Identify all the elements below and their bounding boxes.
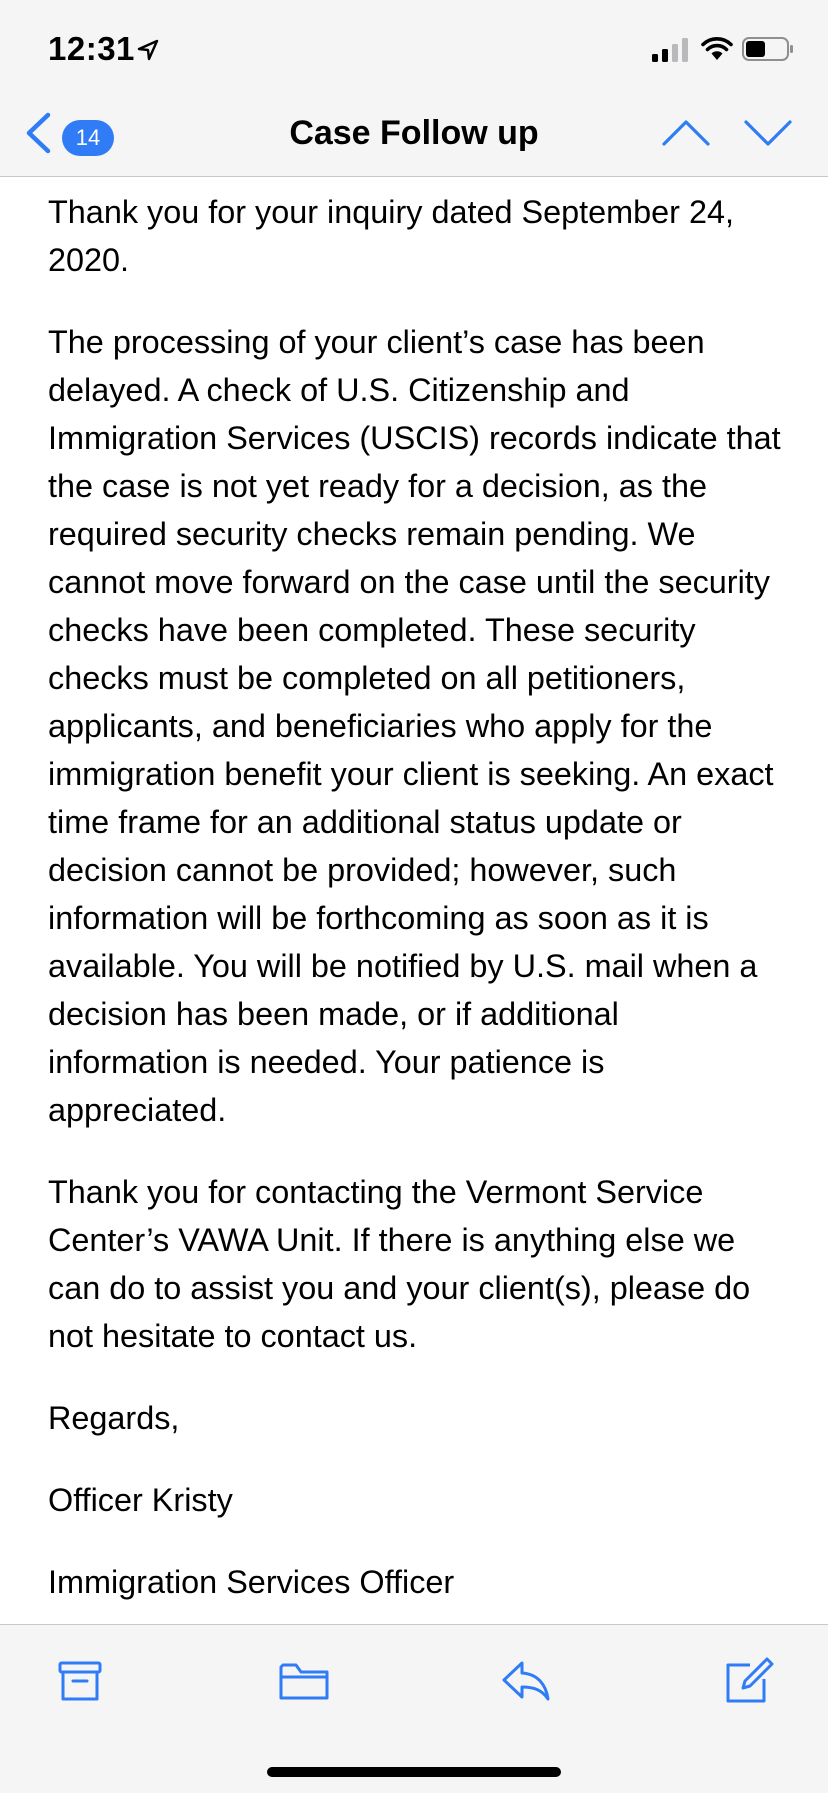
status-time: 12:31 (48, 30, 135, 67)
home-indicator[interactable] (267, 1767, 561, 1777)
bottom-toolbar (0, 1624, 828, 1793)
message-closing: Regards, (48, 1400, 180, 1436)
wifi-icon (700, 36, 734, 62)
archive-icon[interactable] (52, 1655, 108, 1707)
compose-icon[interactable] (720, 1655, 776, 1707)
back-button[interactable] (20, 108, 130, 156)
battery-icon (742, 36, 794, 62)
message-subject-title: Case Follow up (289, 114, 539, 152)
back-chevron-icon (24, 112, 52, 154)
message-signature-name: Officer Kristy (48, 1482, 233, 1518)
unread-count-badge: 14 (62, 120, 114, 156)
message-signature-title: Immigration Services Officer (48, 1564, 455, 1600)
chevron-up-icon[interactable] (660, 108, 712, 156)
navigation-bar (0, 100, 828, 177)
chevron-down-icon[interactable] (742, 108, 794, 156)
status-bar (0, 0, 828, 100)
message-paragraph: Thank you for contacting the Vermont Service Center’s VAWA Unit. If there is anything else we can do to assist you and your client(s), please do not hesitate to contact us. (48, 1174, 751, 1354)
reply-icon[interactable] (498, 1655, 554, 1707)
message-body (48, 188, 784, 1640)
message-paragraph: The processing of your client’s case has been delayed. A check of U.S. Citizenship and Immigration Services (USCIS) records indicate that the case is not yet ready for a decision, as the required security checks remain pending. We cannot move forward on the case until the security checks have been completed. These security checks must be completed on all petitioners, applicants, and beneficiaries who apply for the immigration benefit your client is seeking. An exact time frame for an additional status update or decision cannot be provided; however, such information will be forthcoming as soon as it is available. You will be notified by U.S. mail when a decision has been made, or if additional information is needed. Your patience is appreciated. (48, 324, 781, 1128)
message-paragraph: Thank you for your inquiry dated September 24, 2020. (48, 194, 734, 278)
cellular-signal-icon (652, 38, 690, 62)
folder-icon[interactable] (276, 1655, 332, 1707)
location-arrow-icon (136, 38, 160, 62)
